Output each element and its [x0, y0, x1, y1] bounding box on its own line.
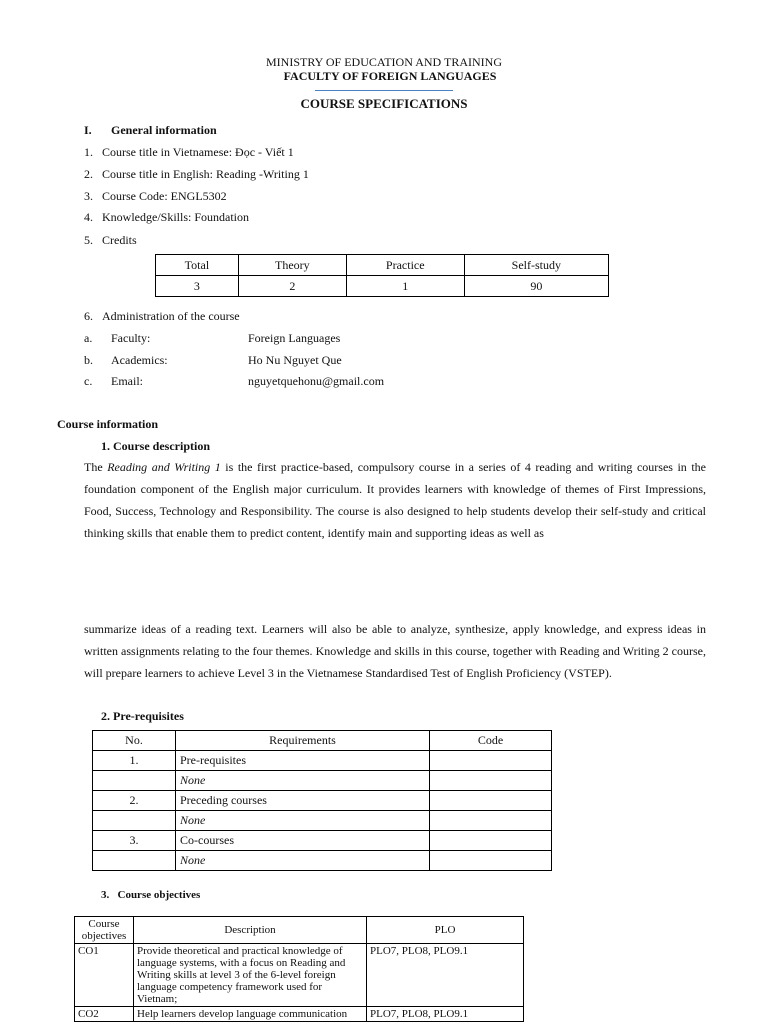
- row-requirement: Co-courses: [176, 831, 430, 851]
- admin-label-email: Email:: [111, 374, 143, 388]
- admin-label-faculty: Faculty:: [111, 331, 151, 345]
- table-row: [93, 831, 552, 851]
- objective-plo: PLO7, PLO8, PLO9.1: [367, 944, 524, 1007]
- course-description-paragraph: [84, 456, 706, 544]
- row-code: [430, 831, 552, 851]
- table-row: [75, 1007, 524, 1022]
- row-code: [430, 751, 552, 771]
- row-number: 1.: [93, 751, 176, 771]
- course-description-paragraph-continued: summarize ideas of a reading text. Learners will also be able to analyze, synthesize, apply knowledge, and express ideas in written assignments relating to the four themes. Knowledge and skills in this course, together with Reading and Writing 2 course, will prepare learners to achieve Level 3 in the Vietnamese Standardised Test of English Proficiency (VSTEP).: [84, 622, 706, 680]
- administration-heading: Administration of the course: [102, 309, 240, 323]
- table-header-requirements: Requirements: [176, 731, 430, 751]
- admin-value-email: nguyetquehonu@gmail.com: [248, 374, 385, 388]
- course-title-vietnamese: Course title in Vietnamese: Đọc - Viết 1: [102, 145, 294, 159]
- table-row: [93, 791, 552, 811]
- table-row: [75, 944, 524, 1007]
- table-row: [93, 811, 552, 831]
- admin-value-faculty: Foreign Languages: [248, 331, 341, 345]
- credits-header-selfstudy: Self-study: [464, 255, 608, 276]
- faculty-name: FACULTY OF FOREIGN LANGUAGES: [283, 69, 497, 83]
- course-code: Course Code: ENGL5302: [102, 189, 227, 203]
- row-number: [93, 811, 176, 831]
- course-name-italic: Reading and Writing 1: [107, 460, 221, 474]
- ministry-name: MINISTRY OF EDUCATION AND TRAINING: [265, 55, 502, 69]
- credits-label: Credits: [102, 233, 137, 247]
- section-heading-general: General information: [111, 123, 217, 137]
- objective-id: CO1: [75, 944, 134, 1007]
- row-requirement: None: [176, 851, 430, 871]
- list-item-number: 6.: [84, 309, 93, 323]
- row-code: [430, 791, 552, 811]
- row-number: 3.: [93, 831, 176, 851]
- row-requirement: None: [176, 811, 430, 831]
- paragraph-text: is the first practice-based, compulsory course in a series of 4 reading and writing courses in the foundation component of the English major curriculum. It provides learners with knowledge of themes of First Impressions, Food, Success, Technology and Responsibility. The course is also designed to help students develop their self-study and critical thinking skills that enable them to predict content, identify main and supporting ideas as well as: [84, 460, 706, 540]
- course-objectives-table: [74, 916, 524, 1022]
- row-code: [430, 851, 552, 871]
- knowledge-skills: Knowledge/Skills: Foundation: [102, 210, 249, 224]
- table-row: [93, 851, 552, 871]
- list-item-number: 4.: [84, 210, 93, 224]
- admin-label-academics: Academics:: [111, 353, 168, 367]
- prerequisites-table: [92, 730, 552, 871]
- table-header-plo: PLO: [367, 917, 524, 944]
- table-header-description: Description: [134, 917, 367, 944]
- row-code: [430, 771, 552, 791]
- course-objectives-heading: 3. Course objectives: [101, 889, 201, 901]
- admin-letter: a.: [84, 331, 93, 345]
- credits-practice: 1: [346, 276, 464, 297]
- course-title-english: Course title in English: Reading -Writing 1: [102, 167, 309, 181]
- header-divider: [315, 90, 453, 91]
- credits-header-total: Total: [156, 255, 239, 276]
- row-number: [93, 771, 176, 791]
- table-row: [93, 751, 552, 771]
- row-code: [430, 811, 552, 831]
- credits-header-practice: Practice: [346, 255, 464, 276]
- credits-header-theory: Theory: [238, 255, 346, 276]
- course-description-heading: 1. Course description: [101, 439, 210, 453]
- section-number: I.: [84, 123, 92, 137]
- objective-description: Provide theoretical and practical knowledge of language systems, with a focus on Reading and Writing skills at level 3 of the 6-level foreign language competency framework used for Vietnam;: [134, 944, 367, 1007]
- objective-id: CO2: [75, 1007, 134, 1022]
- objective-plo: PLO7, PLO8, PLO9.1: [367, 1007, 524, 1022]
- table-header-no: No.: [93, 731, 176, 751]
- row-requirement: Preceding courses: [176, 791, 430, 811]
- table-header-code: Code: [430, 731, 552, 751]
- row-number: [93, 851, 176, 871]
- table-header-objectives: Course objectives: [75, 917, 134, 944]
- document-title: COURSE SPECIFICATIONS: [300, 96, 468, 111]
- list-item-number: 1.: [84, 145, 93, 159]
- table-row: [93, 771, 552, 791]
- credits-total: 3: [156, 276, 239, 297]
- list-item-number: 3.: [84, 189, 93, 203]
- admin-value-academics: Ho Nu Nguyet Que: [248, 353, 342, 367]
- row-requirement: None: [176, 771, 430, 791]
- list-item-number: 2.: [84, 167, 93, 181]
- prerequisites-heading: 2. Pre-requisites: [101, 709, 184, 723]
- row-number: 2.: [93, 791, 176, 811]
- credits-theory: 2: [238, 276, 346, 297]
- section-heading-course-info: Course information: [57, 417, 158, 431]
- credits-selfstudy: 90: [464, 276, 608, 297]
- credits-table: [155, 254, 609, 297]
- row-requirement: Pre-requisites: [176, 751, 430, 771]
- paragraph-text: The: [84, 460, 108, 474]
- objective-description: Help learners develop language communication: [134, 1007, 367, 1022]
- admin-letter: c.: [84, 374, 93, 388]
- admin-letter: b.: [84, 353, 93, 367]
- list-item-number: 5.: [84, 233, 93, 247]
